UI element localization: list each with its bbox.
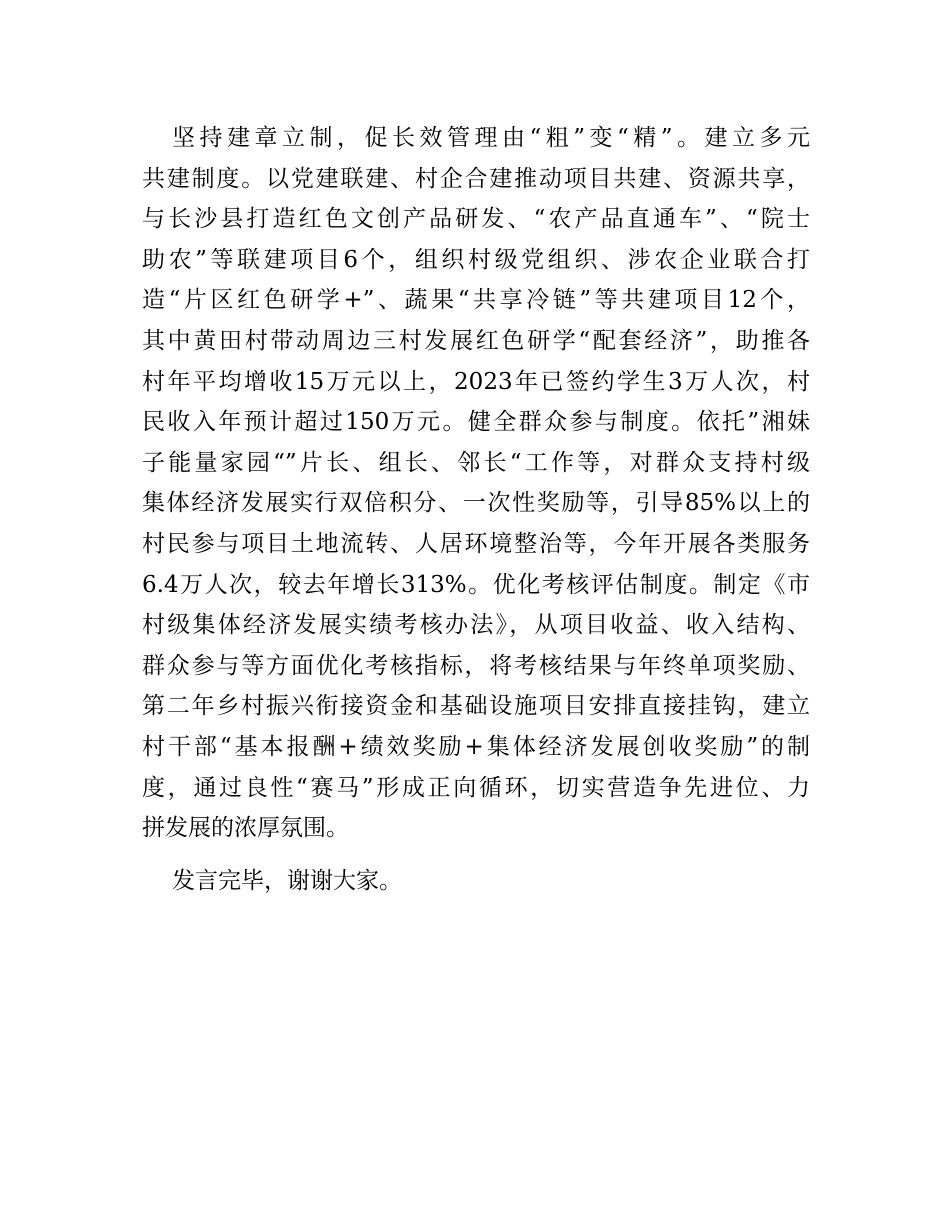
text-line: 集体经济发展实行双倍积分、一次性奖励等，引导85%以上的 [142,490,810,517]
document-body [142,118,810,901]
text-line: 群众参与等方面优化考核指标，将考核结果与年终单项奖励、 [142,652,810,679]
text-line: 6.4万人次，较去年增长313%。优化考核评估制度。制定《市 [142,571,810,598]
text-line: 子能量家园“”片长、组长、邻长“工作等，对群众支持村级 [142,449,810,476]
text-line: 村干部“基本报酬+绩效奖励+集体经济发展创收奖励”的制 [142,733,810,760]
text-line: 村级集体经济发展实绩考核办法》，从项目收益、收入结构、 [142,612,810,639]
text-line: 共建制度。以党建联建、村企合建推动项目共建、资源共享， [142,165,810,192]
text-line: 坚持建章立制，促长效管理由“粗”变“精”。建立多元 [172,125,810,151]
text-line: 第二年乡村振兴衔接资金和基础设施项目安排直接挂钩，建立 [142,693,810,720]
text-line: 度，通过良性“赛马”形成正向循环，切实营造争先进位、力 [142,774,810,801]
text-line: 村民参与项目土地流转、人居环境整治等，今年开展各类服务 [142,530,810,557]
paragraph-main [142,118,810,849]
text-line: 造“片区红色研学+”、蔬果“共享冷链”等共建项目12个， [142,287,810,314]
text-line: 其中黄田村带动周边三村发展红色研学“配套经济”，助推各 [142,327,810,354]
text-line: 拼发展的浓厚氛围。 [142,815,349,842]
text-line: 发言完毕，谢谢大家。 [172,867,402,894]
text-line: 与长沙县打造红色文创产品研发、“农产品直通车”、“院士 [142,206,810,233]
text-line: 助农”等联建项目6个，组织村级党组织、涉农企业联合打 [142,246,810,273]
paragraph-closing [142,861,810,902]
text-line: 村年平均增收15万元以上，2023年已签约学生3万人次，村 [142,368,810,395]
text-line: 民收入年预计超过150万元。健全群众参与制度。依托”湘妹 [142,409,810,436]
